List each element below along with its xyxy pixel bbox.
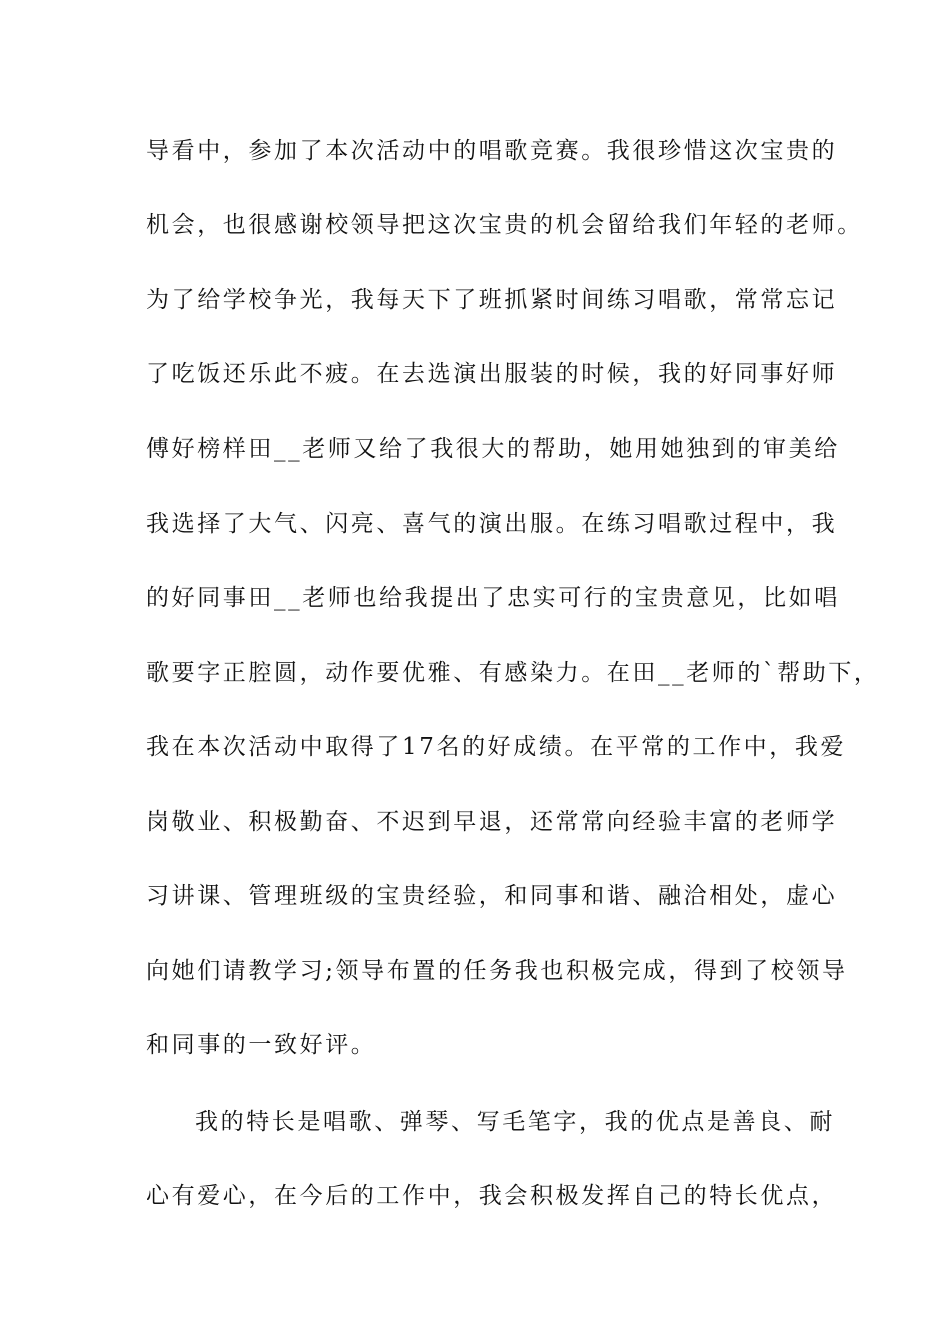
text-line-11: 习讲课、管理班级的宝贵经验，和同事和谐、融洽相处，虚心 bbox=[146, 883, 838, 909]
text-line-5: 傅好榜样田__老师又给了我很大的帮助，她用她独到的审美给 bbox=[146, 436, 840, 462]
text-line-8: 歌要字正腔圆，动作要优雅、有感染力。在田__老师的`帮助下， bbox=[146, 660, 880, 686]
text-line-6: 我选择了大气、闪亮、喜气的演出服。在练习唱歌过程中，我 bbox=[146, 511, 838, 537]
text-line-2: 机会，也很感谢校领导把这次宝贵的机会留给我们年轻的老师。 bbox=[146, 212, 863, 238]
text-line-12: 向她们请教学习;领导布置的任务我也积极完成，得到了校领导 bbox=[146, 958, 848, 984]
text-line-7: 的好同事田__老师也给我提出了忠实可行的宝贵意见，比如唱 bbox=[146, 585, 840, 611]
text-line-13: 和同事的一致好评。 bbox=[146, 1032, 377, 1058]
text-line-3: 为了给学校争光，我每天下了班抓紧时间练习唱歌，常常忘记 bbox=[146, 287, 838, 313]
text-line-9: 我在本次活动中取得了17名的好成绩。在平常的工作中，我爱 bbox=[146, 734, 847, 760]
text-line-1: 导看中，参加了本次活动中的唱歌竞赛。我很珍惜这次宝贵的 bbox=[146, 138, 838, 164]
text-line-4: 了吃饭还乐此不疲。在去选演出服装的时候，我的好同事好师 bbox=[146, 361, 838, 387]
paragraph-2-line-1: 我的特长是唱歌、弹琴、写毛笔字，我的优点是善良、耐 bbox=[195, 1109, 835, 1135]
paragraph-2-line-2: 心有爱心，在今后的工作中，我会积极发挥自己的特长优点， bbox=[146, 1183, 838, 1209]
text-line-10: 岗敬业、积极勤奋、不迟到早退，还常常向经验丰富的老师学 bbox=[146, 809, 838, 835]
